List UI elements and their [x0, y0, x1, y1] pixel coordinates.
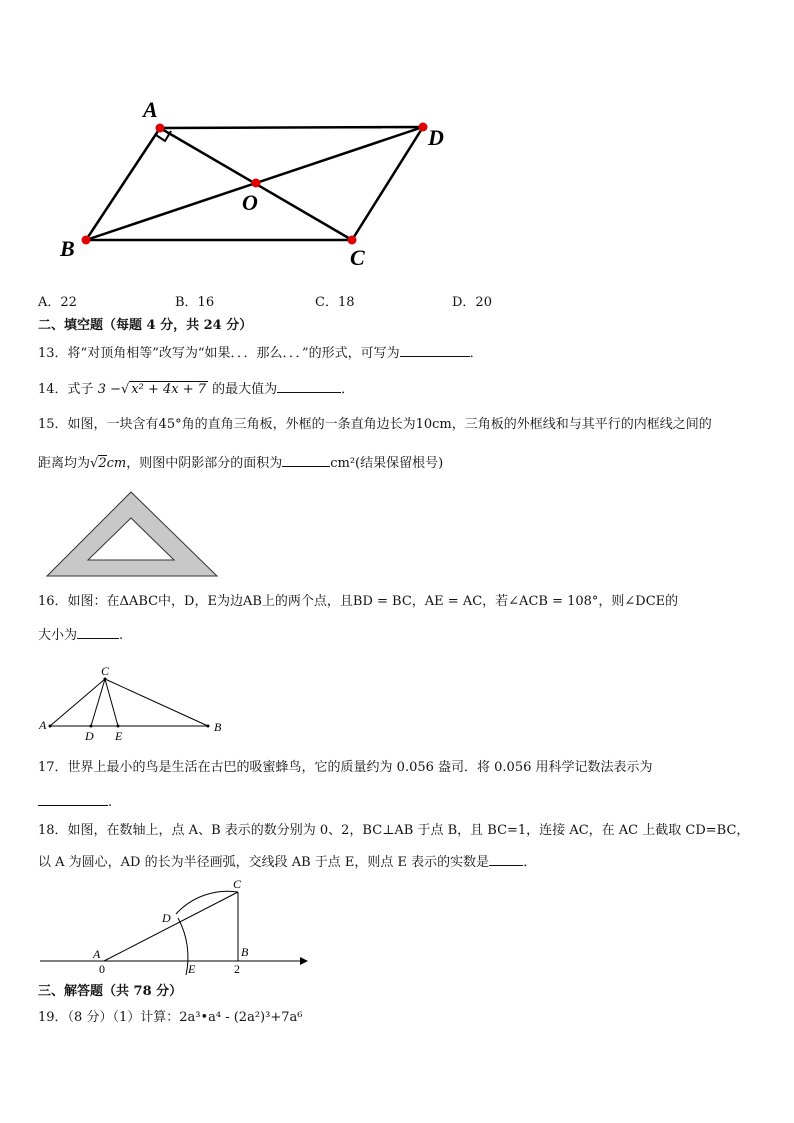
tri-label-a: A: [39, 718, 47, 732]
nl-label-a: A: [93, 947, 101, 961]
q15-unit: cm²(结果保留根号): [330, 456, 444, 471]
q14-pre: 14．式子: [38, 382, 94, 397]
label-d: D: [428, 125, 444, 150]
tri-label-b: B: [214, 720, 222, 734]
sqrt-sign: √: [90, 456, 99, 471]
q17-end: .: [108, 795, 113, 810]
arc-de: [178, 918, 188, 975]
q16-text: 大小为: [38, 628, 78, 643]
nl-tick-2: 2: [234, 962, 240, 976]
label-c: C: [350, 245, 365, 270]
q15-radicand: 2: [98, 456, 107, 471]
q15-pre: 距离均为: [38, 456, 91, 471]
label-b: B: [60, 236, 75, 261]
tri-label-e: E: [115, 729, 123, 743]
question-19: 19．（8 分）（1）计算：2a³•a⁴ - (2a²)³+7a⁶: [38, 1010, 303, 1025]
option-c[interactable]: C．18: [315, 295, 355, 310]
q14-post: 的最大值为: [212, 382, 278, 397]
section-3-heading: 三、解答题（共 78 分）: [38, 984, 183, 999]
question-16-line1: 16．如图：在ΔABC中，D，E为边AB上的两个点，且BD = BC，AE = AC，若∠ACB = 108°，则∠DCE的: [38, 594, 679, 609]
option-d[interactable]: D．20: [452, 295, 492, 310]
question-18-line1: 18．如图，在数轴上，点 A、B 表示的数分别为 0、2，BC⊥AB 于点 B，且 BC=1，连接 AC，在 AC 上截取 CD=BC，: [38, 823, 750, 838]
question-17-line1: 17．世界上最小的鸟是生活在古巴的吸蜜蜂鸟，它的质量约为 0.056 盎司．将 0.056 用科学记数法表示为: [38, 760, 653, 775]
q15-cm: cm: [106, 456, 127, 471]
q13-end: ．: [469, 346, 483, 361]
q18-text: 以 A 为圆心，AD 的长为半径画弧，交线段 AB 于点 E，则点 E 表示的实数是: [38, 855, 490, 870]
q15-mid: ，则图中阴影部分的面积为: [126, 456, 283, 471]
q14-expr-3: 3 −: [97, 382, 121, 397]
option-a[interactable]: A．22: [38, 295, 77, 310]
tri-label-c: C: [101, 664, 110, 678]
sqrt-sign: √: [120, 382, 130, 397]
nl-label-e: E: [188, 962, 196, 976]
option-b[interactable]: B．16: [175, 295, 215, 310]
segment-ac: [104, 892, 238, 961]
tri-label-d: D: [85, 729, 94, 743]
q14-radicand: x² + 4x + 7: [131, 382, 207, 397]
q13-text: 13．将“对顶角相等”改写为“如果．．．那么．．．”的形式，可写为: [38, 346, 400, 361]
q14-end: ．: [341, 382, 355, 397]
q18-end: ．: [523, 855, 537, 870]
question-15-line1: 15．如图，一块含有45°角的直角三角板，外框的一条直角边长为10cm，三角板的外框线和与其平行的内框线之间的: [38, 417, 712, 432]
label-a: A: [143, 97, 158, 122]
section-2-heading: 二、填空题（每题 4 分，共 24 分）: [38, 318, 253, 333]
nl-label-d: D: [162, 911, 171, 925]
nl-tick-0: 0: [99, 962, 105, 976]
nl-label-b: B: [241, 945, 249, 959]
q16-end: .: [119, 628, 124, 643]
label-o: O: [242, 190, 258, 215]
nl-label-c: C: [233, 877, 242, 891]
axis-arrow-icon: [300, 957, 308, 965]
arc-cd: [176, 891, 238, 914]
